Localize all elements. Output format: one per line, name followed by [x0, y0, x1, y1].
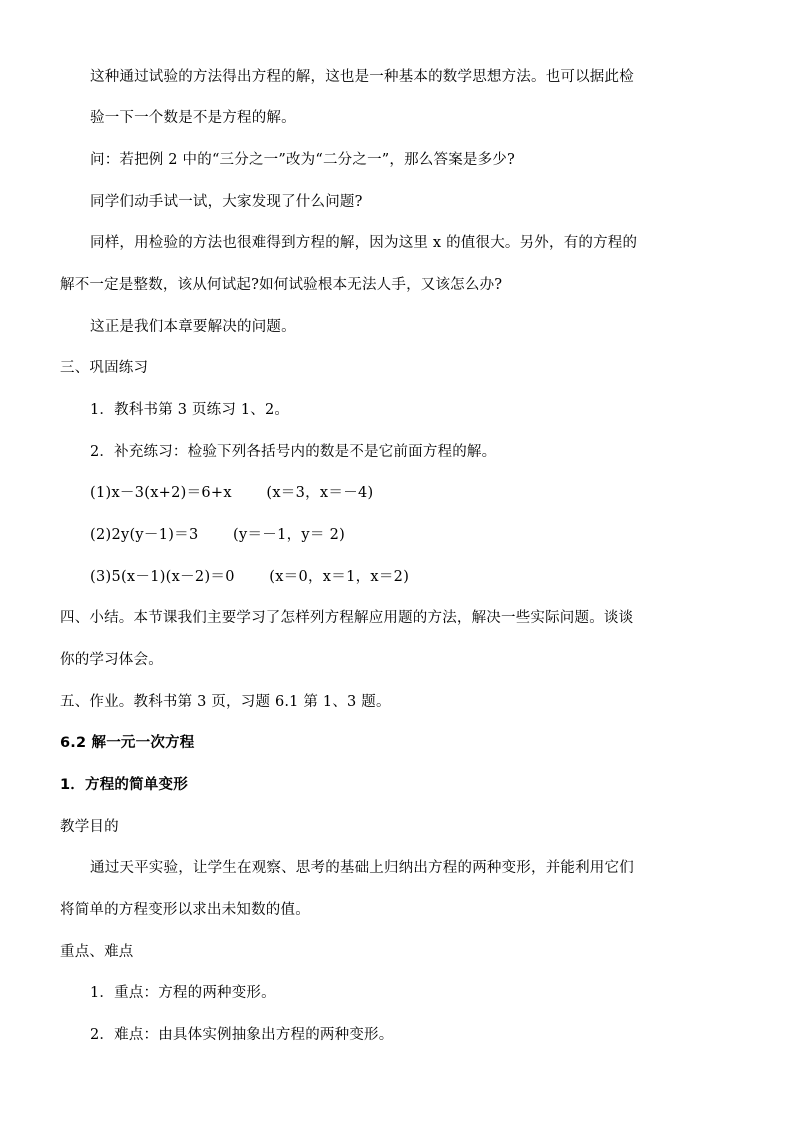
paragraph-line: 同学们动手试一试，大家发现了什么问题?: [90, 194, 363, 210]
list-item: 1．教科书第 3 页练习 1、2。: [90, 402, 290, 418]
subheading: 教学目的: [60, 819, 119, 835]
chapter-heading: 6.2 解一元一次方程: [60, 735, 195, 751]
paragraph-line: 验一下一个数是不是方程的解。: [90, 110, 296, 126]
list-item: 2．难点：由具体实例抽象出方程的两种变形。: [90, 1027, 394, 1043]
section-heading: 三、巩固练习: [60, 360, 149, 376]
subheading: 重点、难点: [60, 944, 134, 960]
section-heading: 四、小结。本节课我们主要学习了怎样列方程解应用题的方法，解决一些实际问题。谈谈: [60, 610, 634, 626]
question-line: 问：若把例 2 中的“三分之一”改为“二分之一”，那么答案是多少?: [90, 152, 515, 168]
paragraph-line: 解不一定是整数，该从何试起?如何试验根本无法人手，又该怎么办?: [60, 277, 503, 293]
paragraph-line: 将简单的方程变形以求出未知数的值。: [60, 902, 310, 918]
paragraph-line: 这种通过试验的方法得出方程的解，这也是一种基本的数学思想方法。也可以据此检: [90, 69, 634, 85]
paragraph-line: 同样，用检验的方法也很难得到方程的解，因为这里 x 的值很大。另外，有的方程的: [90, 235, 638, 251]
equation-line: (1)x－3(x+2)＝6+x (x＝3，x＝－4): [90, 485, 374, 501]
section-heading: 五、作业。教科书第 3 页，习题 6.1 第 1、3 题。: [60, 694, 391, 710]
list-item: 1．重点：方程的两种变形。: [90, 985, 276, 1001]
equation-line: (2)2y(y－1)＝3 (y＝－1，y＝ 2): [90, 527, 346, 543]
paragraph-line: 这正是我们本章要解决的问题。: [90, 319, 296, 335]
equation-line: (3)5(x－1)(x－2)＝0 (x＝0，x＝1，x＝2): [90, 569, 410, 585]
list-item: 2．补充练习：检验下列各括号内的数是不是它前面方程的解。: [90, 444, 497, 460]
paragraph-line: 你的学习体会。: [60, 652, 163, 668]
paragraph-line: 通过天平实验，让学生在观察、思考的基础上归纳出方程的两种变形，并能利用它们: [90, 860, 634, 876]
subsection-heading: 1．方程的简单变形: [60, 777, 188, 793]
